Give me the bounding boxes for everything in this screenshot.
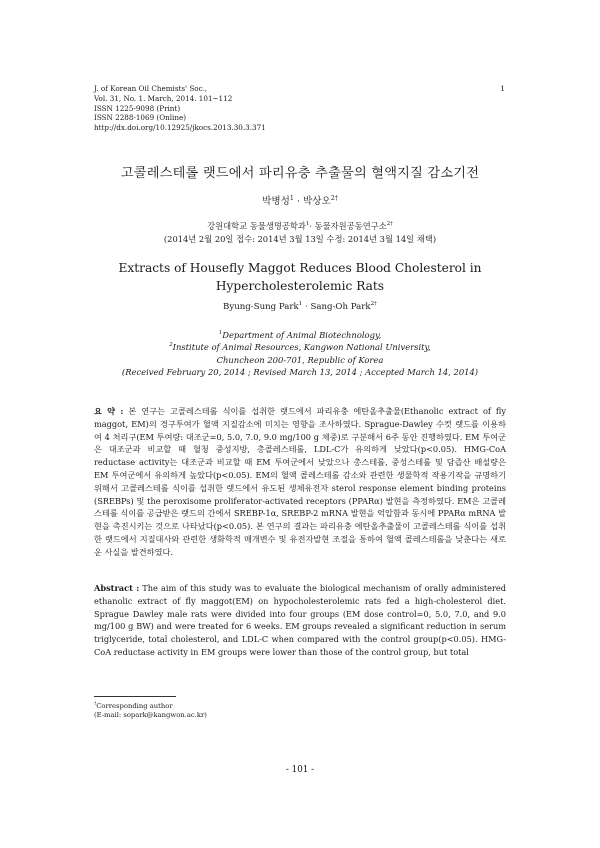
footnote-rule xyxy=(94,696,176,697)
abstract-ko-text: 본 연구는 고콜레스테롤 식이를 섭취한 랫드에서 파리유충 에탄올추출물(Ethanolic extract of fly maggot, EM)의 경구투여가 혈액 지질감소에 미치는 영향을 조사하였다. Sprague-Dawley 수컷 랫드를 이용하여 4 처리구(EM 투여량: 대조군=0, 5.0, 7.0, 9.0 mg/100 g 체중)로 구분해서 6주 동안 진행하였다. EM 투여군은 대조군과 비교할 때 혈청 중성지방, 총콜레스테롤, LDL-C가 유의하게 낮았다(p<0.05). HMG-CoA reductase activity는 대조군과 비교할 때 EM 투여군에서 낮았으나 총스테롤, 중성스테롤 및 담즙산 배설량은 EM 투여군에서 유의하게 높았다(p<0.05). EM의 혈액 콜레스테롤 감소와 관련한 생물학적 작용기작을 규명하기 위해서 고콜레스테롤 식이를 섭취한 랫드에서 유도된 생체유전자 sterol response element binding proteins (SREBPs) 및 the peroxisome proliferator-activated receptors (PPARα) 발현을 측정하였다. EM은 고콜레스테롤 식이를 공급받은 랫드의 간에서 SREBP-1α, SREBP-2 mRNA 발현을 억압함과 동시에 PPARα mRNA 발현을 촉진시키는 것으로 나타났다(p<0.05). 본 연구의 결과는 파리유충 에탄올추출물이 고콜레스테롤 식이를 섭취한 랫드에서 지질대사와 관련한 생화학적 매개변수 및 유전자발현 조절을 통하여 혈액 콜레스테롤을 낮춘다는 새로운 사실을 발견하였다. xyxy=(94,406,507,557)
journal-volume: Vol. 31, No. 1. March, 2014. 101~112 xyxy=(94,93,233,103)
authors-korean xyxy=(60,193,540,207)
affiliation-ko-dept: 강원대학교 동물생명공학과 xyxy=(207,221,306,231)
journal-info xyxy=(94,84,266,133)
author-2-en-sup: 2† xyxy=(370,301,377,308)
journal-issn-online: ISSN 2288-1069 (Online) xyxy=(94,113,187,123)
authors-english xyxy=(60,302,540,312)
affiliation-korean xyxy=(60,220,540,246)
affiliation-ko-sup1: 1 xyxy=(305,221,310,228)
footnote-email: (E-mail: sopark@kangwon.ac.kr) xyxy=(94,711,207,720)
abstract-english xyxy=(94,582,506,659)
footnote-corresponding: Corresponding author xyxy=(96,702,173,710)
author-1-en: Byung-Sung Park xyxy=(223,302,299,312)
affiliation-ko-line1 xyxy=(60,220,540,233)
abstract-en-label: Abstract : xyxy=(94,583,140,593)
affiliation-en-line2 xyxy=(40,341,560,353)
author-2-ko: 박상오 xyxy=(303,196,331,207)
author-1-ko-sup: 1 xyxy=(289,194,294,202)
abstract-en-text: The aim of this study was to evaluate the biological mechanism of orally administered ethanolic extract of fly maggot(EM) on hypocholesterolemic rats fed a high-cholesterol diet. Sprague Dawley male rats were divided into four groups (EM dose control=0, 5.0, 7.0, and 9.0 mg/100 g BW) and were treated for 6 weeks. EM groups revealed a significant reduction in serum triglyceride, total cholesterol, and LDL-C when compared with the control group(p<0.05). HMG-CoA reductase activity in EM groups were lower than those of the control group, but total xyxy=(94,583,506,657)
affiliation-en-address: Chuncheon 200-701, Republic of Korea xyxy=(216,354,384,365)
footnote-mark: † xyxy=(94,701,97,707)
journal-name: J. of Korean Oil Chemists' Soc., xyxy=(94,84,208,93)
affiliation-en-sup1: 1 xyxy=(218,330,223,337)
received-dates-en: (Received February 20, 2014 ; Revised March 13, 2014 ; Accepted March 14, 2014) xyxy=(121,367,479,378)
title-en-line2: Hypercholesterolemic Rats xyxy=(215,279,385,293)
affiliation-ko-inst: · 동물자원공동연구소 xyxy=(309,221,387,231)
affiliation-en-line1 xyxy=(40,329,560,341)
author-separator-en: · xyxy=(302,302,311,312)
affiliation-en-inst: Institute of Animal Resources, Kangwon National University, xyxy=(172,342,431,353)
title-korean: 고콜레스테롤 랫드에서 파리유충 추출물의 혈액지질 감소기전 xyxy=(120,166,480,181)
affiliation-en-dept: Department of Animal Biotechnology, xyxy=(222,330,382,340)
abstract-ko-label: 요 약 : xyxy=(94,406,124,416)
author-separator-ko: · xyxy=(293,196,304,207)
received-dates-ko: (2014년 2월 20일 접수: 2014년 3월 13일 수정: 2014년 3월 14일 채택) xyxy=(163,233,437,244)
page-footer: - 101 - xyxy=(285,765,315,775)
footnote xyxy=(94,702,207,721)
author-1-ko: 박병성 xyxy=(262,196,290,207)
title-en-line1: Extracts of Housefly Maggot Reduces Blood Cholesterol in xyxy=(118,261,482,275)
affiliation-english xyxy=(40,329,560,379)
footnote-line1 xyxy=(94,702,207,711)
page-number: 1 xyxy=(500,84,505,93)
author-2-en: Sang-Oh Park xyxy=(310,302,371,312)
author-2-ko-sup: 2† xyxy=(330,194,338,202)
abstract-korean xyxy=(94,405,506,559)
title-english xyxy=(60,259,540,295)
affiliation-en-sup2: 2 xyxy=(169,342,173,349)
author-1-en-sup: 1 xyxy=(298,301,303,308)
affiliation-ko-sup2: 2† xyxy=(386,221,393,228)
journal-issn-print: ISSN 1225-9098 (Print) xyxy=(94,103,181,113)
journal-doi: http://dx.doi.org/10.12925/jkocs.2013.30.3.371 xyxy=(94,123,266,133)
